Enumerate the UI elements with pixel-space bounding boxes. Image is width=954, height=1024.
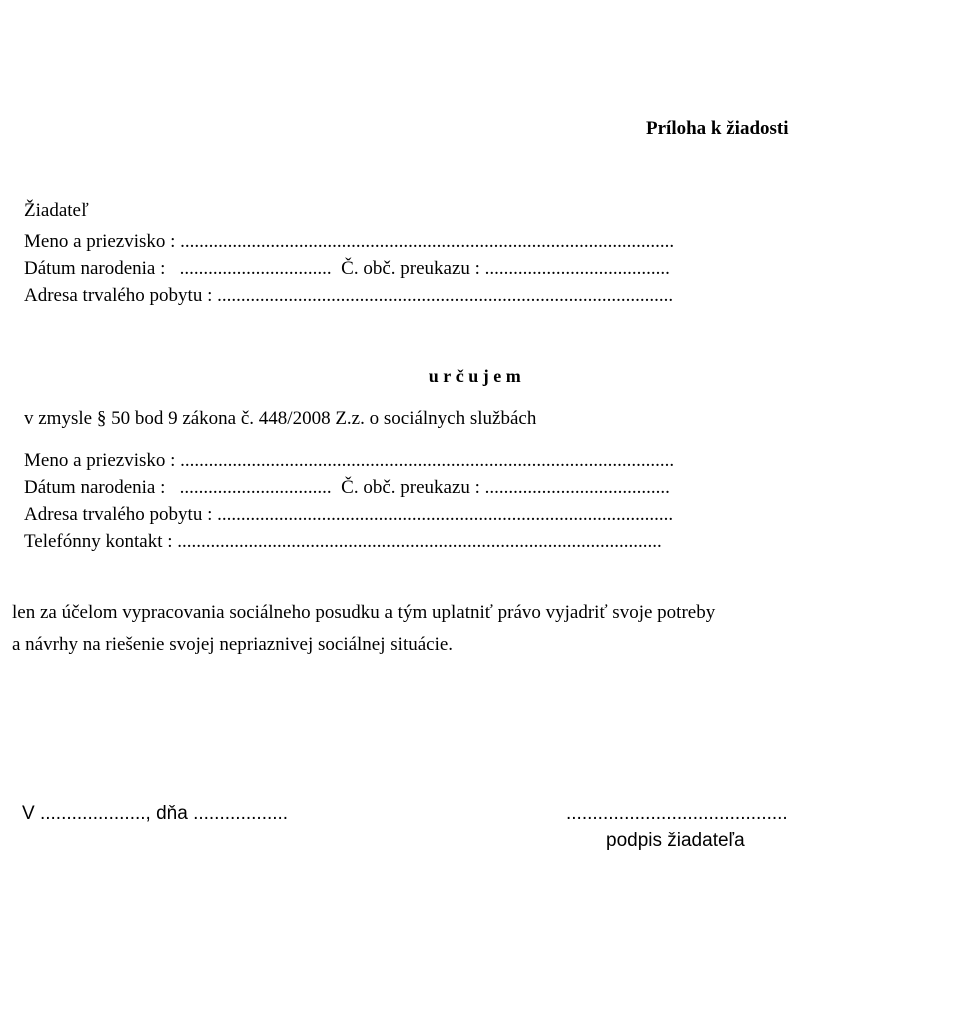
place-date-field: V ...................., dňa .................. (22, 803, 289, 824)
applicant-name-field: Meno a priezvisko : ........................................................................................................ (24, 231, 675, 252)
designated-address-field: Adresa trvalého pobytu : ................................................................................................ (24, 504, 674, 525)
designated-phone-field: Telefónny kontakt : ...................................................................................................... (24, 531, 662, 552)
purpose-line-2: a návrhy na riešenie svojej nepriaznivej sociálnej situácie. (12, 634, 454, 655)
designated-name-field: Meno a priezvisko : ........................................................................................................ (24, 450, 675, 471)
signature-label: podpis žiadateľa (606, 830, 745, 851)
applicant-address-field: Adresa trvalého pobytu : ................................................................................................ (24, 285, 674, 306)
purpose-line-1: len za účelom vypracovania sociálneho posudku a tým uplatniť právo vyjadriť svoje potreby (12, 602, 716, 623)
determination-heading: určujem (428, 366, 526, 386)
signature-line: .......................................... (566, 803, 788, 824)
applicant-heading: Žiadateľ (24, 200, 89, 221)
applicant-birth-id-field: Dátum narodenia : ................................ Č. obč. preukazu : ....................................... (24, 258, 670, 279)
legal-reference: v zmysle § 50 bod 9 zákona č. 448/2008 Z.z. o sociálnych službách (24, 408, 537, 429)
designated-birth-id-field: Dátum narodenia : ................................ Č. obč. preukazu : ....................................... (24, 477, 670, 498)
document-title: Príloha k žiadosti (646, 118, 789, 139)
